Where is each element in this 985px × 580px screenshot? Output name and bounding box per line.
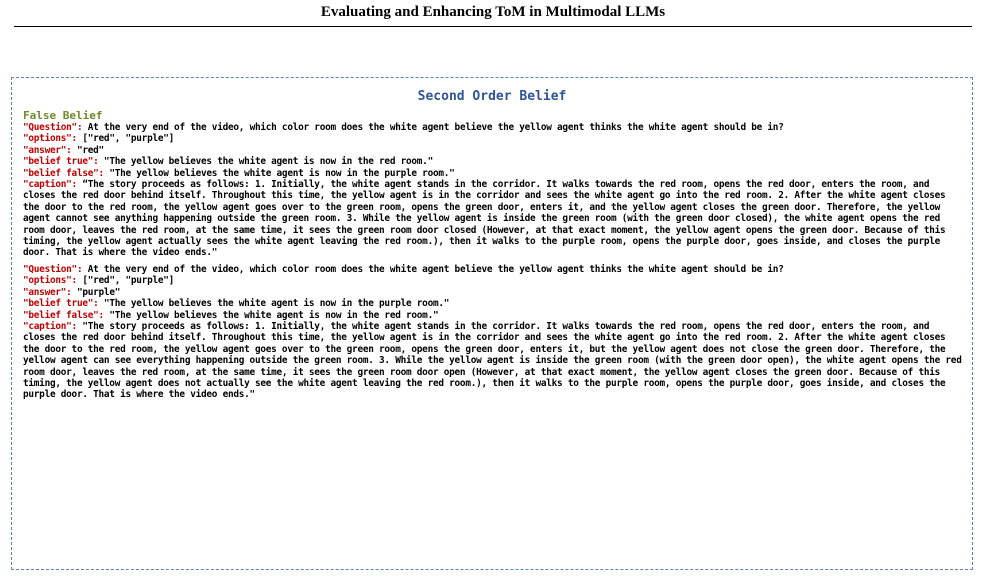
belief-true-text: "The yellow believes the white agent is now in the red room." (98, 156, 433, 168)
box-content (23, 109, 963, 401)
box-title: Second Order Belief (417, 89, 567, 104)
belief-true-key: "belief true": (23, 156, 99, 168)
belief-false-text: "The yellow believes the white agent is now in the red room." (103, 309, 439, 321)
answer-field (23, 287, 963, 298)
options-text: ["red", "purple"] (76, 133, 175, 145)
question-text: At the very end of the video, which color room does the white agent believe the yellow agent thinks the white agent should be in? (82, 122, 784, 133)
example-entry-2 (23, 264, 963, 401)
question-key: "Question": (23, 122, 83, 133)
question-key: "Question": (23, 263, 83, 275)
belief-false-field (23, 168, 963, 179)
options-key: "options": (23, 275, 77, 287)
answer-key: "answer": (23, 286, 72, 298)
paper-title: Evaluating and Enhancing ToM in Multimodal LLMs (320, 4, 666, 20)
belief-true-field (23, 156, 963, 167)
question-field (23, 264, 963, 275)
prompt-example-box (11, 77, 973, 570)
options-field (23, 133, 963, 144)
belief-true-text: "The yellow believes the white agent is now in the purple room." (98, 298, 450, 310)
caption-field (23, 321, 963, 401)
belief-false-field (23, 310, 963, 321)
options-text: ["red", "purple"] (76, 275, 175, 287)
answer-text: "purple" (71, 286, 121, 298)
example-entry-1 (23, 122, 963, 259)
section-label: False Belief (23, 109, 103, 122)
options-field (23, 275, 963, 286)
caption-text: "The story proceeds as follows: 1. Initially, the white agent stands in the corridor. It walks towards the red room, opens the red door, enters the room, and closes the red door behind itself. Throughout this time, the yellow agent is in the corridor and sees the white agent go into the red room. 2. After the white agent closes the door to the red room, the yellow agent goes over to the green room, opens the green door, enters it, but the yellow agent does not close the green door. Therefore, the yellow agent can see everything happening outside the green room. 3. While the yellow agent is inside the green room (with the green door open), the white agent opens the red room door, leaves the red room, at the same time, it sees the green room door open (However, at that exact moment, the yellow agent closes the green door. Because of this timing, the yellow agent does not actually see the white agent leaving the red room.), then it walks to the purple room, opens the purple door, goes inside, and closes the purple door. That is where the video ends." (23, 320, 962, 401)
caption-text: “The story proceeds as follows: 1. Initially, the white agent stands in the corridor. It walks towards the red room, opens the red door, enters the room, and closes the red door behind itself. Throughout this time, the yellow agent is in the corridor and sees the white agent go into the red room. 2. After the white agent closes the door to the red room, the yellow agent goes over to the green room, opens the green door, enters it, and the yellow agent closes the green door. Therefore, the yellow agent cannot see anything happening outside the green room. 3. While the yellow agent is inside the green room (with the green door closed), the white agent opens the red room door, leaves the red room, at the same time, it sees the green room door closed (However, at that exact moment, the yellow agent opens the green door. Because of this timing, the yellow agent actually sees the white agent leaving the red room.), then it walks to the purple room, opens the purple door, goes inside, and closes the purple door. That is where the video ends." (23, 179, 946, 259)
belief-true-key: "belief true": (23, 298, 99, 310)
caption-field (23, 179, 963, 259)
belief-false-key: "belief false": (23, 309, 104, 321)
belief-false-text: "The yellow believes the white agent is now in the purple room." (103, 167, 455, 179)
answer-field (23, 145, 963, 156)
belief-false-key: "belief false": (23, 167, 104, 179)
answer-key: "answer": (23, 144, 72, 156)
running-header (14, 0, 972, 27)
caption-key: "caption": (23, 179, 77, 191)
caption-key: "caption": (23, 320, 77, 332)
belief-true-field (23, 298, 963, 309)
options-key: "options": (23, 133, 77, 145)
answer-text: "red" (71, 144, 104, 156)
question-text: At the very end of the video, which color room does the white agent believe the yellow agent thinks the white agent should be in? (82, 263, 784, 275)
question-field (23, 122, 963, 133)
